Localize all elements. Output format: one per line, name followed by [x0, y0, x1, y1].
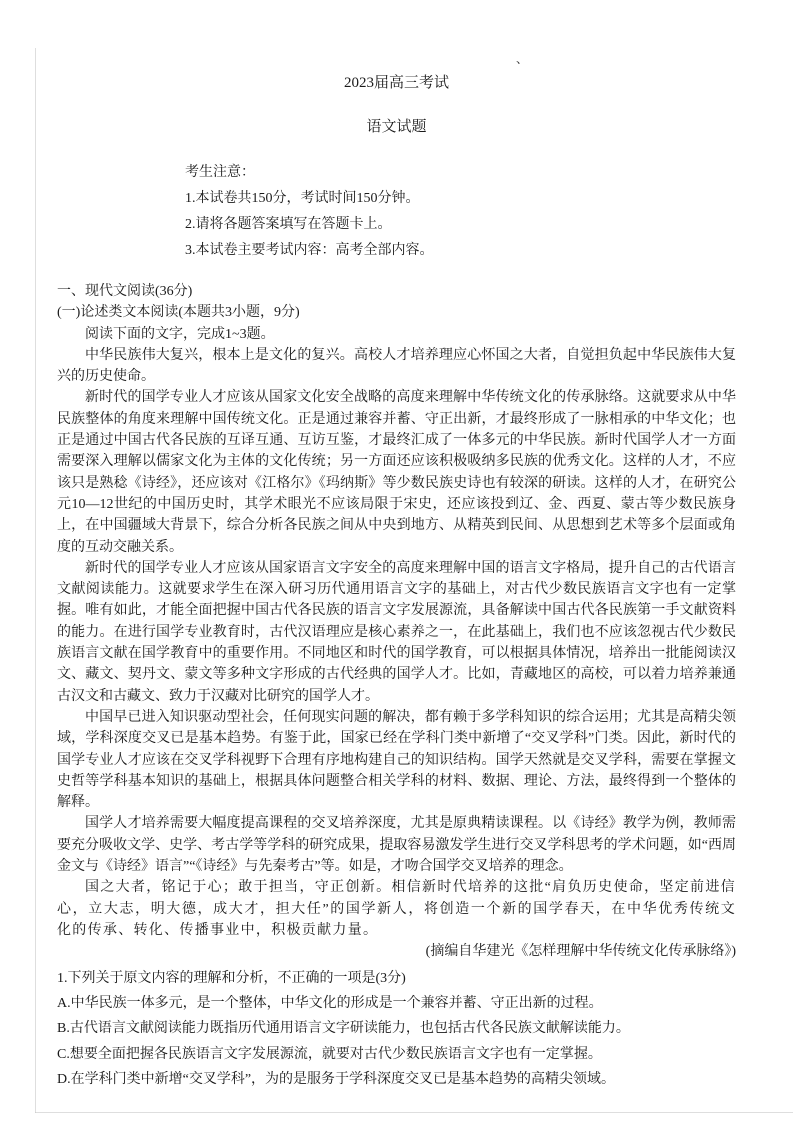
notice-item: 3.本试卷主要考试内容：高考全部内容。 — [185, 243, 434, 258]
body-paragraph: 新时代的国学专业人才应该从国家语言文字安全的高度来理解中国的语言文字格局，提升自己的古代语言文献阅读能力。这就要求学生在深入研习历代通用语言文字的基础上，对古代少数民族语言文字也有一定掌握。唯有如此，才能全面把握中国古代各民族的语言文字发展源流，具备解读中国古代各民族第一手文献资料的能力。在进行国学专业教育时，古代汉语理应是核心素养之一，在此基础上，我们也不应该忽视古代少数民族语言文献在国学教育中的重要作用。不同地区和时代的国学教育，可以根据具体情况，培养出一批能阅读汉文、藏文、契丹文、蒙文等多种文字形成的古代经典的国学人才。比如，青藏地区的高校，可以着力培养兼通古汉文和古藏文、致力于汉藏对比研究的国学人才。 — [57, 560, 736, 704]
section-heading: 一、现代文阅读(36分) — [57, 284, 193, 299]
notice-heading: 考生注意： — [185, 165, 255, 180]
notice-item: 1.本试卷共150分，考试时间150分钟。 — [185, 191, 420, 206]
question-stem: 1.下列关于原文内容的理解和分析，不正确的一项是(3分) — [57, 970, 406, 986]
subsection-heading: (一)论述类文本阅读(本题共3小题，9分) — [57, 305, 300, 321]
body-paragraph: 新时代的国学专业人才应该从国家文化安全战略的高度来理解中华传统文化的传承脉络。这就要求从中华民族整体的角度来理解中国传统文化。正是通过兼容并蓄、守正出新，才最终形成了一脉相承的中华文化；也正是通过中国古代各民族的互译互通、互访互鉴，才最终汇成了一体多元的中华民族。新时代国学人才一方面需要深入理解以儒家文化为主体的文化传统；另一方面还应该积极吸纳多民族的优秀文化。这样的人才，不应该只是熟稔《诗经》，还应该对《江格尔》《玛纳斯》等少数民族史诗也有较深的研读。这样的人才，在研究公元10—12世纪的中国历史时，其学术眼光不应该局限于宋史，还应该投到辽、金、西夏、蒙古等少数民族身上，在中国疆域大背景下，综合分析各民族之间从中央到地方、从精英到民间、从思想到艺术等多个层面或角度的互动交融关系。 — [57, 390, 736, 555]
question-1 — [57, 966, 736, 1093]
source-attribution: (摘编自华建光《怎样理解中华传统文化传承脉络》) — [425, 944, 736, 960]
page-edge-left — [35, 48, 36, 1113]
body-paragraph: 国之大者，铭记于心；敢于担当，守正创新。相信新时代培养的这批“肩负历史使命，坚定前进信心，立大志，明大德，成大才，担大任”的国学新人，将创造一个新的国学春天，在中华优秀传统文化的传承、转化、传播事业中，积极贡献力量。 — [57, 880, 736, 938]
page-content — [57, 0, 736, 1093]
reading-section — [57, 281, 736, 963]
exam-title: 2023届高三考试 — [343, 75, 449, 91]
candidate-notice — [185, 164, 736, 259]
option-c: C.想要全面把握各民族语言文字发展源流，就要对古代少数民族语言文字也有一定掌握。 — [57, 1046, 602, 1062]
option-b: B.古代语言文献阅读能力既指历代通用语言文字研读能力，也包括古代各民族文献解读能力。 — [57, 1021, 630, 1036]
stray-mark: 、 — [516, 52, 529, 66]
page-edge-bottom — [35, 1112, 793, 1113]
paper-title: 语文试题 — [366, 119, 427, 135]
body-paragraph: 国学人才培养需要大幅度提高课程的交叉培养深度，尤其是原典精读课程。以《诗经》教学为例，教师需要充分吸收文学、史学、考古学等学科的研究成果，提取容易激发学生进行交叉学科思考的学术问题，如“西周金文与《诗经》语言”“《诗经》与先秦考古”等。如是，才吻合国学交叉培养的理念。 — [57, 816, 736, 875]
reading-instruction: 阅读下面的文字，完成1~3题。 — [85, 326, 275, 342]
option-a: A.中华民族一体多元，是一个整体，中华文化的形成是一个兼容并蓄、守正出新的过程。 — [57, 995, 603, 1011]
option-d: D.在学科门类中新增“交叉学科”，为的是服务于学科深度交叉已是基本趋势的高精尖领域。 — [57, 1072, 616, 1087]
body-paragraph: 中华民族伟大复兴，根本上是文化的复兴。高校人才培养理应心怀国之大者，自觉担负起中华民族伟大复兴的历史使命。 — [57, 347, 736, 385]
notice-item: 2.请将各题答案填写在答题卡上。 — [185, 217, 392, 232]
body-paragraph: 中国早已进入知识驱动型社会，任何现实问题的解决，都有赖于多学科知识的综合运用；尤其是高精尖领域，学科深度交叉已是基本趋势。有鉴于此，国家已经在学科门类中新增了“交叉学科”门类。因此，新时代的国学专业人才应该在交叉学科视野下合理有序地构建自己的知识结构。国学天然就是交叉学科，需要在掌握文史哲等学科基本知识的基础上，根据具体问题整合相关学科的材料、数据、理论、方法，最终得到一个整体的解释。 — [57, 709, 736, 811]
